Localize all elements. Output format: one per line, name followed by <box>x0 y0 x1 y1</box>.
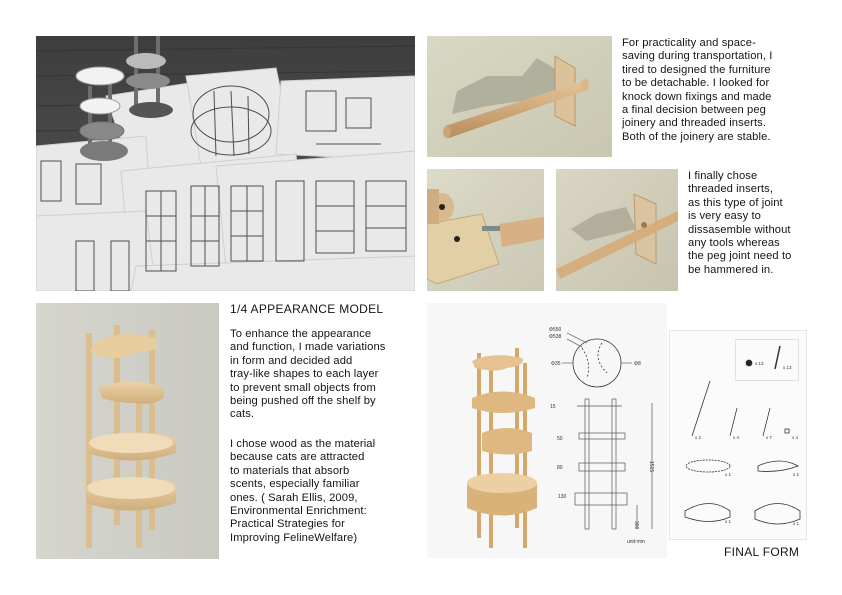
appearance-model-heading: 1/4 APPEARANCE MODEL <box>230 302 384 316</box>
dim-pole-diameter: Φ35 <box>551 361 561 367</box>
qty-label: x 1 <box>725 519 732 524</box>
threaded-insert-icon <box>746 360 752 366</box>
medium-pole-icon <box>763 408 770 436</box>
qty-label: x 4 <box>792 435 799 440</box>
bolt-icon <box>775 346 780 369</box>
qty-label: x 2 <box>695 435 702 440</box>
qty-label: x 13 <box>783 365 792 370</box>
final-form-heading: FINAL FORM <box>724 545 800 559</box>
peg-joint-photo <box>427 36 612 157</box>
unit-label: unit:mm <box>627 539 645 545</box>
dim-bolt-diameter: Φ8 <box>634 361 641 367</box>
appearance-model-paragraph-2: I chose wood as the material because cats are attracted to materials that absorb scents, especially familiar ones. ( Sarah Ellis, 2009, Environmental Enrichment: Practical Strategies for Improving FelineWelfare) <box>230 438 376 544</box>
final-render <box>467 348 537 548</box>
qty-label: x 1 <box>793 521 800 526</box>
dim-tray-1: 50 <box>557 436 563 442</box>
qty-label: x 13 <box>755 361 764 366</box>
top-view-drawing <box>562 333 632 387</box>
short-pole-icon <box>730 408 737 436</box>
appearance-model-photo <box>36 303 219 559</box>
threaded-insert-parts-photo <box>427 169 544 291</box>
tray-medium-icon <box>685 504 730 522</box>
qty-label: x 4 <box>733 435 740 440</box>
threaded-insert-assembled-photo <box>556 169 678 291</box>
dim-inner-diameter: Φ538 <box>549 334 562 340</box>
dim-total-height: 1515 <box>648 461 654 473</box>
qty-label: x 1 <box>725 472 732 477</box>
final-form-panel <box>427 303 667 558</box>
appearance-model-paragraph-1: To enhance the appearance and function, I made variations in form and decided add tray-like shapes to each layer to prevent small objects from being pushed off the shelf by cats. <box>230 328 386 421</box>
qty-label: x 1 <box>793 472 800 477</box>
long-pole-icon <box>692 381 710 436</box>
sketches-photo <box>36 36 415 291</box>
cap-icon <box>785 429 789 433</box>
top-board-icon <box>686 460 730 472</box>
dim-leg-height: 300 <box>633 521 639 530</box>
parts-diagram <box>669 330 807 540</box>
qty-label: x 7 <box>766 435 773 440</box>
joinery-intro-text: For practicality and space- saving during transportation, I tired to designed the furniture to be detachable. I looked for knock down fixings and made a final decision between peg joinery and threaded inserts. Both of the joinery are stable. <box>622 37 773 143</box>
tray-small-icon <box>758 461 798 471</box>
joinery-choice-text: I finally chose threaded inserts, as this type of joint is very easy to dissasemble without any tools whereas the peg joint need to be hammered in. <box>688 170 792 276</box>
dim-tray-2: 80 <box>557 465 563 471</box>
dim-outer-diameter: Φ550 <box>549 327 562 333</box>
dim-tray-3: 130 <box>558 494 567 500</box>
side-elevation-drawing <box>575 399 652 529</box>
dim-top-thickness: 15 <box>550 404 556 410</box>
